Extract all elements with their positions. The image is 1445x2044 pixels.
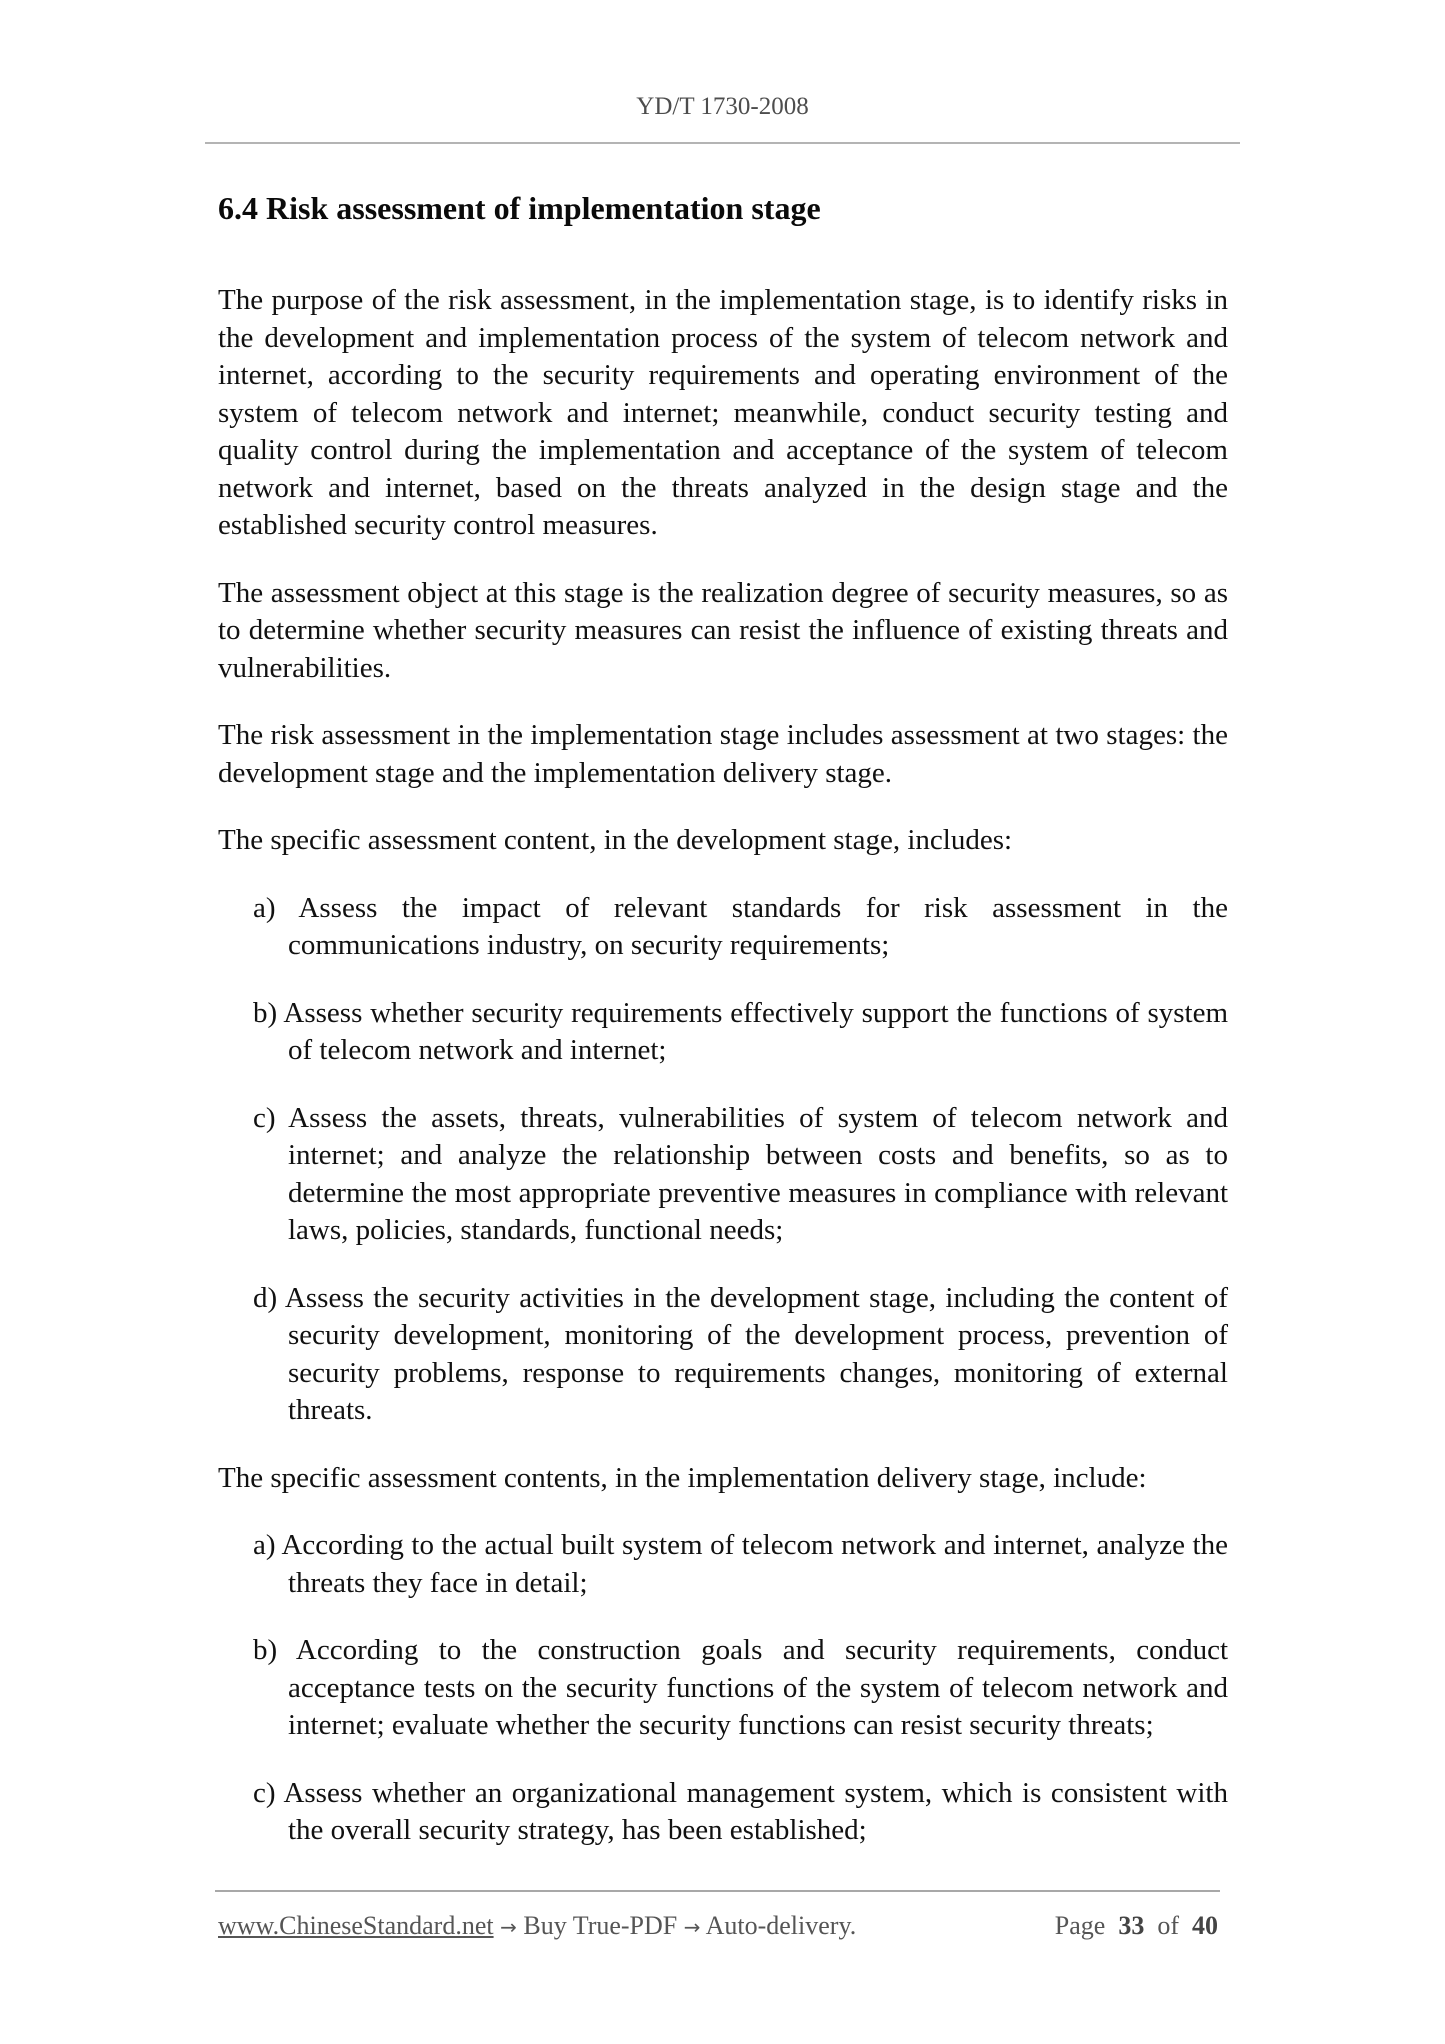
arrow-right-icon: → [683, 1915, 701, 1939]
paragraph-development-intro: The specific assessment content, in the development stage, includes: [218, 824, 1013, 856]
list-item: c) Assess whether an organizational management system, which is consistent with the overall security strategy, has been established; [253, 1776, 1228, 1846]
footer-step-delivery: Auto-delivery. [705, 1911, 857, 1940]
paragraph-assessment-object: The assessment object at this stage is the realization degree of security measures, so as to determine whether security measures can resist the influence of existing threats and vulnerabilities. [218, 576, 1228, 684]
list-item: c) Assess the assets, threats, vulnerabilities of system of telecom network and internet; and analyze the relationship between costs and benefits, so as to determine the most appropriate preventive measures in compliance with relevant laws, policies, standards, functional needs; [253, 1101, 1228, 1246]
list-item: d) Assess the security activities in the development stage, including the content of security development, monitoring of the development process, prevention of security problems, response to requirements changes, monitoring of external threats. [253, 1281, 1228, 1426]
chinesestandard-link[interactable]: www.ChineseStandard.net [218, 1911, 494, 1940]
header-divider [205, 142, 1240, 144]
list-item: b) According to the construction goals and security requirements, conduct acceptance tests on the security functions of the system of telecom network and internet; evaluate whether the security functions can resist security threats; [253, 1634, 1228, 1741]
footer-promo [218, 1910, 856, 1943]
page-number [1050, 1910, 1218, 1942]
footer-divider [215, 1890, 1220, 1892]
paragraph-two-stages: The risk assessment in the implementation stage includes assessment at two stages: the development stage and the implementation delivery stage. [218, 719, 1228, 789]
delivery-stage-list [218, 1527, 1228, 1850]
arrow-right-icon: → [500, 1915, 517, 1939]
list-item: a) According to the actual built system of telecom network and internet, analyze the threats they face in detail; [253, 1529, 1228, 1599]
document-id-header: YD/T 1730-2008 [636, 93, 809, 120]
list-item: a) Assess the impact of relevant standards for risk assessment in the communications industry, on security requirements; [253, 891, 1228, 961]
development-stage-list [218, 890, 1228, 1430]
of-label: of [1157, 1911, 1179, 1940]
paragraph-delivery-intro: The specific assessment contents, in the implementation delivery stage, include: [218, 1461, 1147, 1494]
footer-step-buy: Buy True-PDF [523, 1911, 678, 1940]
current-page: 33 [1118, 1911, 1145, 1940]
list-item: b) Assess whether security requirements effectively support the functions of system of telecom network and internet; [253, 996, 1228, 1066]
page-label: Page [1054, 1911, 1106, 1940]
total-pages: 40 [1192, 1911, 1218, 1940]
document-body [218, 282, 1228, 1880]
section-heading: 6.4 Risk assessment of implementation stage [218, 190, 821, 226]
paragraph-purpose: The purpose of the risk assessment, in the implementation stage, is to identify risks in the development and implementation process of the system of telecom network and internet, according to the security requirements and operating environment of the system of telecom network and internet; meanwhile, conduct security testing and quality control during the implementation and acceptance of the system of telecom network and internet, based on the threats analyzed in the design stage and the established security control measures. [218, 284, 1228, 541]
